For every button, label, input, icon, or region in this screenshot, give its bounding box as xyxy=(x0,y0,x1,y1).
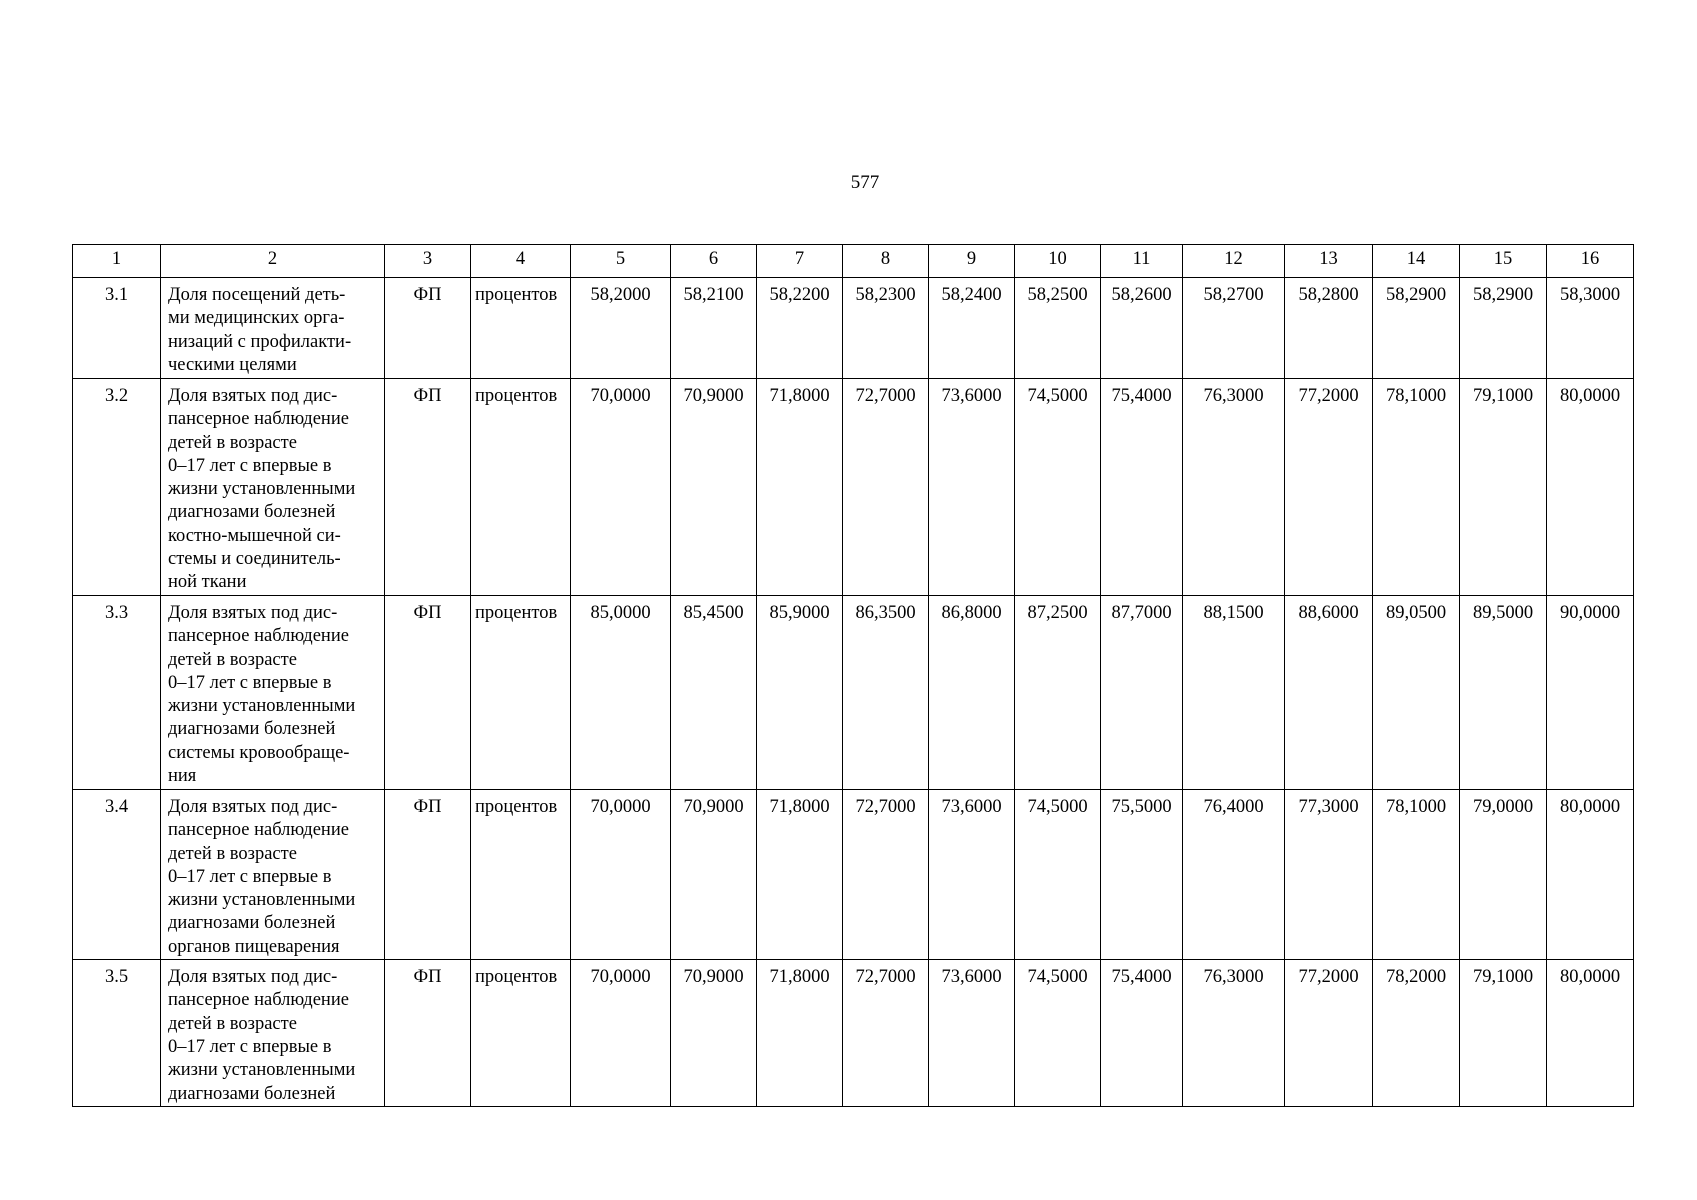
header-cell: 10 xyxy=(1015,245,1101,278)
value-cell: 75,4000 xyxy=(1101,960,1183,1107)
header-row xyxy=(73,245,1634,278)
header-cell: 5 xyxy=(571,245,671,278)
value-cell: 75,4000 xyxy=(1101,379,1183,596)
header-cell: 7 xyxy=(757,245,843,278)
value-cell: 88,6000 xyxy=(1285,596,1373,790)
value-cell: 71,8000 xyxy=(757,790,843,960)
value-cell: 87,7000 xyxy=(1101,596,1183,790)
indicator-name-line: ния xyxy=(168,766,197,787)
value-cell: 73,6000 xyxy=(929,960,1015,1107)
value-cell: 89,5000 xyxy=(1460,596,1547,790)
value-cell: 89,0500 xyxy=(1373,596,1460,790)
indicator-name-cell xyxy=(161,960,385,1107)
header-cell: 12 xyxy=(1183,245,1285,278)
table-body xyxy=(73,278,1634,1107)
value-cell: 85,0000 xyxy=(571,596,671,790)
value-cell: 79,1000 xyxy=(1460,379,1547,596)
indicator-name-line: детей в возрасте xyxy=(168,1013,297,1034)
unit-cell: процентов xyxy=(471,790,571,960)
value-cell: 76,4000 xyxy=(1183,790,1285,960)
indicator-name-line: 0–17 лет с впервые в xyxy=(168,672,332,693)
source-cell: ФП xyxy=(385,790,471,960)
value-cell: 58,2300 xyxy=(843,278,929,379)
indicator-name-line: Доля взятых под дис- xyxy=(168,603,338,623)
indicator-name-line: костно-мышечной си- xyxy=(168,525,341,546)
value-cell: 78,1000 xyxy=(1373,379,1460,596)
value-cell: 75,5000 xyxy=(1101,790,1183,960)
indicator-name-line: детей в возрасте xyxy=(168,843,297,864)
value-cell: 58,2700 xyxy=(1183,278,1285,379)
header-cell: 14 xyxy=(1373,245,1460,278)
indicator-name-line: детей в возрасте xyxy=(168,432,297,453)
header-cell: 15 xyxy=(1460,245,1547,278)
value-cell: 73,6000 xyxy=(929,379,1015,596)
indicator-name-line: системы кровообраще- xyxy=(168,742,350,763)
value-cell: 80,0000 xyxy=(1547,790,1634,960)
value-cell: 74,5000 xyxy=(1015,379,1101,596)
value-cell: 86,8000 xyxy=(929,596,1015,790)
value-cell: 70,9000 xyxy=(671,790,757,960)
indicator-name-cell xyxy=(161,790,385,960)
indicator-name-cell xyxy=(161,379,385,596)
indicator-name-line: ной ткани xyxy=(168,572,247,593)
indicator-name-line: ческими целями xyxy=(168,354,297,375)
header-cell: 4 xyxy=(471,245,571,278)
value-cell: 58,2500 xyxy=(1015,278,1101,379)
row-id-cell: 3.3 xyxy=(73,596,161,790)
indicator-name-cell xyxy=(161,596,385,790)
value-cell: 72,7000 xyxy=(843,379,929,596)
table-row xyxy=(73,278,1634,379)
value-cell: 74,5000 xyxy=(1015,790,1101,960)
indicator-name-line: пансерное наблюдение xyxy=(168,409,349,430)
table-row xyxy=(73,790,1634,960)
value-cell: 86,3500 xyxy=(843,596,929,790)
value-cell: 70,0000 xyxy=(571,960,671,1107)
table-row xyxy=(73,379,1634,596)
source-cell: ФП xyxy=(385,278,471,379)
value-cell: 79,0000 xyxy=(1460,790,1547,960)
indicator-name-line: 0–17 лет с впервые в xyxy=(168,1036,332,1057)
value-cell: 79,1000 xyxy=(1460,960,1547,1107)
value-cell: 72,7000 xyxy=(843,960,929,1107)
indicator-name-line: диагнозами болезней xyxy=(168,1083,336,1104)
value-cell: 58,2800 xyxy=(1285,278,1373,379)
header-cell: 3 xyxy=(385,245,471,278)
value-cell: 76,3000 xyxy=(1183,379,1285,596)
value-cell: 76,3000 xyxy=(1183,960,1285,1107)
row-id-cell: 3.1 xyxy=(73,278,161,379)
value-cell: 80,0000 xyxy=(1547,960,1634,1107)
indicator-name-line: пансерное наблюдение xyxy=(168,990,349,1011)
value-cell: 58,3000 xyxy=(1547,278,1634,379)
value-cell: 85,9000 xyxy=(757,596,843,790)
indicator-name-cell xyxy=(161,278,385,379)
value-cell: 71,8000 xyxy=(757,379,843,596)
indicator-name-line: диагнозами болезней xyxy=(168,913,336,934)
source-cell: ФП xyxy=(385,960,471,1107)
header-cell: 1 xyxy=(73,245,161,278)
header-cell: 8 xyxy=(843,245,929,278)
value-cell: 58,2600 xyxy=(1101,278,1183,379)
value-cell: 70,0000 xyxy=(571,790,671,960)
value-cell: 90,0000 xyxy=(1547,596,1634,790)
indicator-name-line: стемы и соединитель- xyxy=(168,549,341,570)
value-cell: 78,2000 xyxy=(1373,960,1460,1107)
unit-cell: процентов xyxy=(471,278,571,379)
value-cell: 85,4500 xyxy=(671,596,757,790)
indicator-name-line: низаций с профилакти- xyxy=(168,331,352,352)
table-row xyxy=(73,960,1634,1107)
row-id-cell: 3.2 xyxy=(73,379,161,596)
indicator-name-line: Доля взятых под дис- xyxy=(168,967,338,988)
value-cell: 70,0000 xyxy=(571,379,671,596)
indicator-name-line: Доля взятых под дис- xyxy=(168,386,338,406)
value-cell: 58,2900 xyxy=(1460,278,1547,379)
value-cell: 78,1000 xyxy=(1373,790,1460,960)
header-cell: 6 xyxy=(671,245,757,278)
unit-cell: процентов xyxy=(471,596,571,790)
value-cell: 70,9000 xyxy=(671,379,757,596)
value-cell: 58,2400 xyxy=(929,278,1015,379)
indicator-name-line: жизни установленными xyxy=(168,1060,356,1081)
indicator-name-line: диагнозами болезней xyxy=(168,502,336,523)
header-cell: 9 xyxy=(929,245,1015,278)
value-cell: 87,2500 xyxy=(1015,596,1101,790)
indicator-name-line: жизни установленными xyxy=(168,890,356,911)
value-cell: 77,3000 xyxy=(1285,790,1373,960)
value-cell: 73,6000 xyxy=(929,790,1015,960)
unit-cell: процентов xyxy=(471,379,571,596)
source-cell: ФП xyxy=(385,379,471,596)
unit-cell: процентов xyxy=(471,960,571,1107)
indicator-name-line: Доля посещений деть- xyxy=(168,285,346,305)
indicator-name-line: диагнозами болезней xyxy=(168,719,336,740)
value-cell: 58,2900 xyxy=(1373,278,1460,379)
page-number: 577 xyxy=(850,172,880,193)
value-cell: 58,2200 xyxy=(757,278,843,379)
source-cell: ФП xyxy=(385,596,471,790)
indicator-name-line: ми медицинских орга- xyxy=(168,308,345,329)
indicator-name-line: пансерное наблюдение xyxy=(168,626,349,647)
header-cell: 16 xyxy=(1547,245,1634,278)
value-cell: 80,0000 xyxy=(1547,379,1634,596)
value-cell: 74,5000 xyxy=(1015,960,1101,1107)
indicator-table xyxy=(72,244,1634,1107)
value-cell: 88,1500 xyxy=(1183,596,1285,790)
indicator-name-line: жизни установленными xyxy=(168,696,356,717)
header-cell: 13 xyxy=(1285,245,1373,278)
indicator-name-line: пансерное наблюдение xyxy=(168,820,349,841)
indicator-name-line: 0–17 лет с впервые в xyxy=(168,866,332,887)
table-row xyxy=(73,596,1634,790)
indicator-name-line: органов пищеварения xyxy=(168,936,340,957)
indicator-name-line: жизни установленными xyxy=(168,479,356,500)
value-cell: 70,9000 xyxy=(671,960,757,1107)
header-cell: 11 xyxy=(1101,245,1183,278)
header-cell: 2 xyxy=(161,245,385,278)
indicator-name-line: 0–17 лет с впервые в xyxy=(168,455,332,476)
value-cell: 71,8000 xyxy=(757,960,843,1107)
value-cell: 72,7000 xyxy=(843,790,929,960)
indicator-name-line: детей в возрасте xyxy=(168,649,297,670)
indicator-name-line: Доля взятых под дис- xyxy=(168,797,338,817)
value-cell: 77,2000 xyxy=(1285,379,1373,596)
value-cell: 58,2100 xyxy=(671,278,757,379)
row-id-cell: 3.5 xyxy=(73,960,161,1107)
value-cell: 77,2000 xyxy=(1285,960,1373,1107)
row-id-cell: 3.4 xyxy=(73,790,161,960)
value-cell: 58,2000 xyxy=(571,278,671,379)
